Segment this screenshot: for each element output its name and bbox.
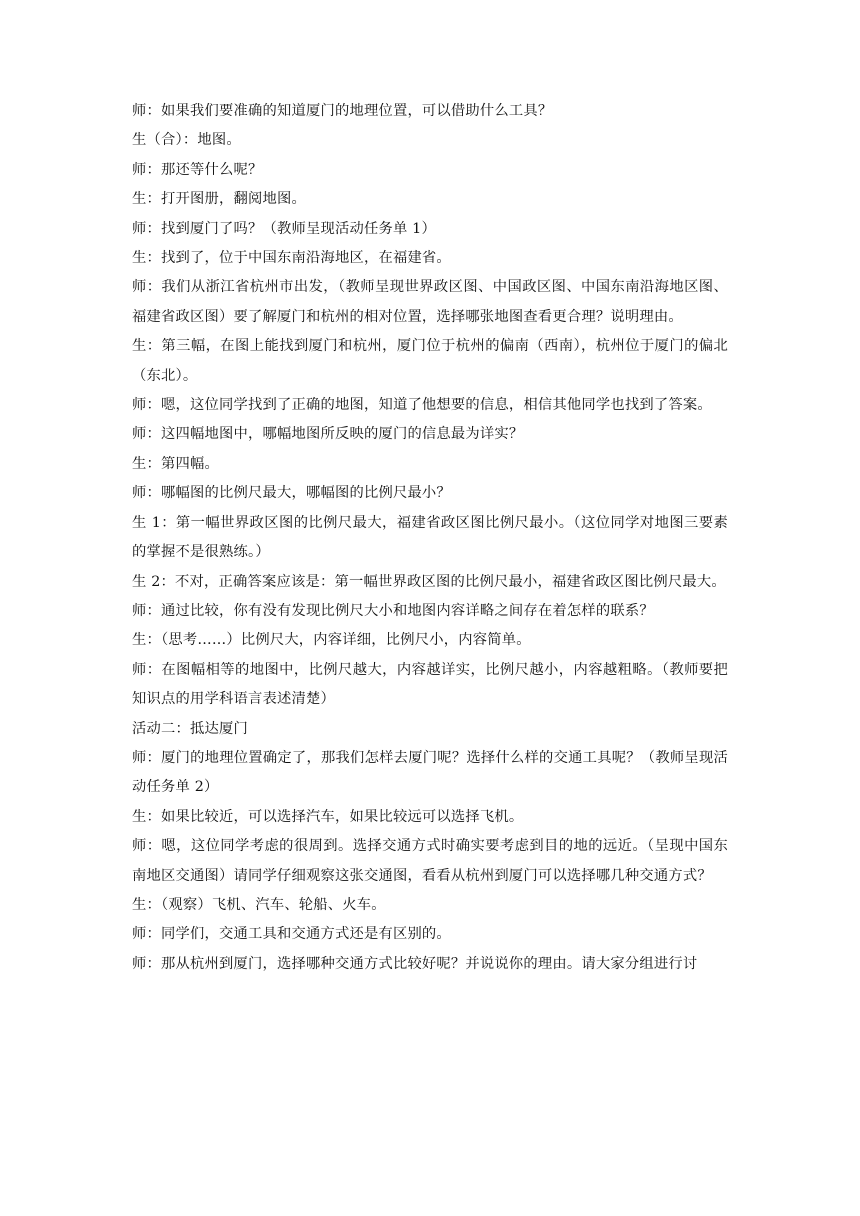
paragraph-23: 师：同学们，交通工具和交通方式还是有区别的。 (132, 926, 451, 943)
document-body (132, 97, 728, 979)
paragraph-15: 师：通过比较，你有没有发现比例尺大小和地图内容详略之间存在着怎样的联系？ (132, 602, 654, 619)
paragraph-11: 生：第四幅。 (132, 455, 219, 472)
section-heading-activity-2: 活动二：抵达厦门 (132, 720, 248, 737)
paragraph-5: 师：找到厦门了吗？（教师呈现活动任务单 1） (132, 220, 436, 237)
paragraph-7: 师：我们从浙江省杭州市出发，（教师呈现世界政区图、中国政区图、中国东南沿海地区图、福建省政区图）要了解厦门和杭州的相对位置，选择哪张地图查看更合理？说明理由。 (132, 279, 728, 325)
paragraph-19: 师：厦门的地理位置确定了，那我们怎样去厦门呢？选择什么样的交通工具呢？（教师呈现活动任务单 2） (132, 749, 728, 796)
paragraph-1: 师：如果我们要准确的知道厦门的地理位置，可以借助什么工具？ (132, 103, 553, 119)
paragraph-3: 师：那还等什么呢？ (132, 161, 263, 178)
paragraph-20: 生：如果比较近，可以选择汽车，如果比较远可以选择飞机。 (132, 808, 524, 825)
paragraph-22: 生：（观察）飞机、汽车、轮船、火车。 (132, 896, 386, 913)
paragraph-6: 生：找到了，位于中国东南沿海地区，在福建省。 (132, 250, 451, 267)
paragraph-10: 师：这四幅地图中，哪幅地图所反映的厦门的信息最为详实？ (132, 426, 524, 443)
paragraph-24: 师：那从杭州到厦门，选择哪种交通方式比较好呢？并说说你的理由。请大家分组进行讨 (132, 955, 698, 972)
paragraph-9: 师：嗯，这位同学找到了正确的地图，知道了他想要的信息，相信其他同学也找到了答案。 (132, 397, 712, 414)
paragraph-13: 生 1：第一幅世界政区图的比例尺最大，福建省政区图比例尺最小。（这位同学对地图三要素的掌握不是很熟练。） (132, 514, 728, 561)
paragraph-4: 生：打开图册，翻阅地图。 (132, 191, 306, 208)
paragraph-14: 生 2：不对，正确答案应该是：第一幅世界政区图的比例尺最小，福建省政区图比例尺最大。 (132, 573, 726, 590)
paragraph-16: 生：（思考……）比例尺大，内容详细，比例尺小，内容简单。 (132, 632, 531, 649)
paragraph-2: 生（合）：地图。 (132, 132, 241, 149)
paragraph-17: 师：在图幅相等的地图中，比例尺越大，内容越详实，比例尺越小，内容越粗略。（教师要把知识点的用学科语言表述清楚） (132, 661, 728, 708)
paragraph-8: 生：第三幅，在图上能找到厦门和杭州，厦门位于杭州的偏南（西南），杭州位于厦门的偏北（东北）。 (132, 338, 728, 384)
paragraph-21: 师：嗯，这位同学考虑的很周到。选择交通方式时确实要考虑到目的地的远近。（呈现中国东南地区交通图）请同学仔细观察这张交通图，看看从杭州到厦门可以选择哪几种交通方式？ (132, 838, 728, 884)
paragraph-12: 师：哪幅图的比例尺最大，哪幅图的比例尺最小？ (132, 485, 451, 502)
